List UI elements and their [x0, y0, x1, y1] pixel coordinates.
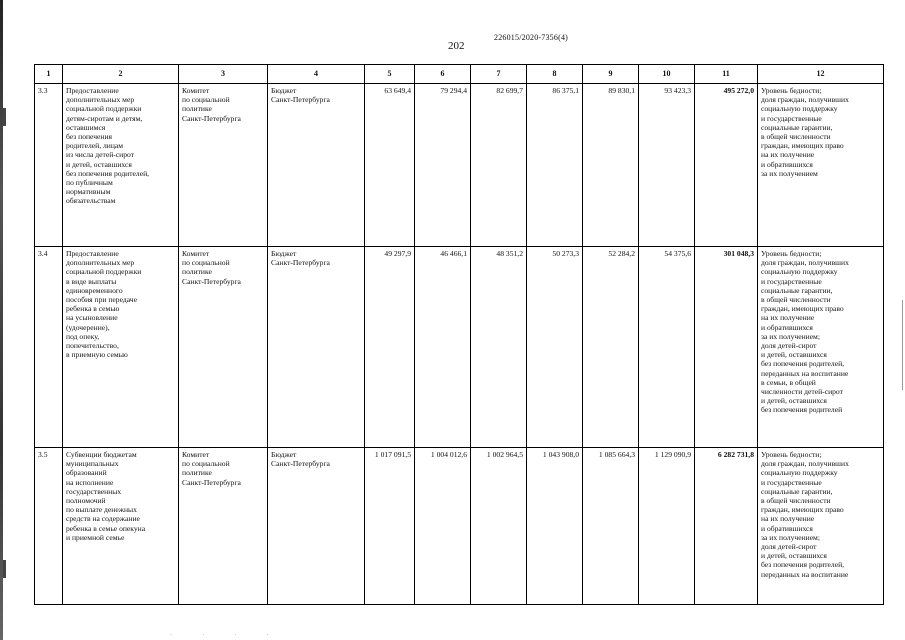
event-line: единовременного [66, 285, 123, 295]
event-line: по публичным [66, 178, 113, 188]
indicator-line: доля детей-сирот [761, 542, 817, 552]
indicator-line: граждан, имеющих право [761, 304, 844, 314]
indicator-line: переданных на воспитание [761, 368, 849, 378]
total-value-cell: 6 282 731,8 [695, 448, 758, 605]
event-line: государственных [66, 486, 122, 496]
column-header: 8 [527, 65, 583, 84]
year-value-cell: 89 830,1 [583, 84, 639, 247]
event-name-cell [63, 84, 179, 247]
indicator-line: социальные гарантии, [761, 122, 833, 132]
event-line: оставшимся [66, 122, 106, 132]
indicator-line: без попечения родителей, [761, 560, 845, 570]
scan-artifact: · · · · [170, 631, 283, 639]
year-value-cell: 1 004 012,6 [415, 448, 471, 605]
event-line: нормативным [66, 187, 111, 197]
page-number: 202 [448, 40, 465, 52]
total-value-cell: 495 272,0 [695, 84, 758, 247]
indicator-line: и детей, оставшихся [761, 350, 827, 360]
document-number: 226015/2020-7356(4) [494, 33, 569, 42]
event-line: без попечения [66, 132, 113, 142]
event-name-cell [63, 247, 179, 448]
indicator-line: на их получение [761, 313, 815, 323]
scan-edge-mark [3, 108, 6, 126]
indicator-line: социальную поддержку [761, 267, 838, 277]
event-line: дополнительных мер [66, 95, 135, 105]
column-header: 10 [639, 65, 695, 84]
event-line: социальной поддержки [66, 267, 142, 277]
indicator-line: и государственные [761, 276, 822, 286]
indicator-line: Уровень бедности; [761, 450, 822, 459]
source-line: Бюджет [271, 249, 297, 258]
column-header: 5 [365, 65, 415, 84]
year-value-cell: 49 297,9 [365, 247, 415, 448]
indicator-line: на их получение [761, 150, 815, 160]
indicator-line: Уровень бедности; [761, 249, 822, 258]
row-number: 3.3 [35, 84, 63, 247]
executor-line: Комитет [182, 450, 210, 459]
column-header: 7 [471, 65, 527, 84]
indicator-line: за их получением [761, 168, 818, 178]
year-value-cell: 52 284,2 [583, 247, 639, 448]
executor-line: Комитет [182, 86, 210, 95]
event-line: попечительство, [66, 341, 119, 351]
executor-cell [179, 247, 268, 448]
table-row [35, 448, 884, 605]
executor-cell [179, 84, 268, 247]
event-line: обязательствам [66, 196, 116, 206]
indicator-line: и обратившихся [761, 523, 813, 533]
indicator-line: за их получением; [761, 331, 820, 341]
year-value-cell: 86 375,1 [527, 84, 583, 247]
indicator-line: и государственные [761, 113, 822, 123]
indicator-line: Уровень бедности; [761, 86, 822, 95]
row-number: 3.5 [35, 448, 63, 605]
column-header: 12 [758, 65, 884, 84]
year-value-cell: 54 375,6 [639, 247, 695, 448]
executor-line: по социальной [182, 258, 230, 268]
indicator-line: социальные гарантии, [761, 285, 833, 295]
year-value-cell: 82 699,7 [471, 84, 527, 247]
indicator-line: и обратившихся [761, 322, 813, 332]
indicator-line: в семьи, в общей [761, 377, 816, 387]
event-line: детям-сиротам и детям, [66, 113, 143, 123]
event-line: под опеку, [66, 331, 100, 341]
scan-edge-right [902, 300, 903, 390]
event-line: по выплате денежных [66, 505, 137, 515]
indicator-line: граждан, имеющих право [761, 141, 844, 151]
executor-line: Комитет [182, 249, 210, 258]
event-line: Субвенции бюджетам [66, 450, 137, 459]
executor-line: по социальной [182, 95, 230, 105]
event-line: на исполнение [66, 477, 114, 487]
event-line: ребенка в семье опекуна [66, 523, 146, 533]
year-value-cell: 1 085 664,3 [583, 448, 639, 605]
event-line: в виде выплаты [66, 276, 117, 286]
indicator-cell [758, 448, 884, 605]
indicator-line: за их получением; [761, 532, 820, 542]
executor-line: Санкт-Петербурга [182, 477, 241, 487]
event-line: и приемной семье [66, 532, 125, 542]
indicator-line: доля детей-сирот [761, 341, 817, 351]
indicator-line: социальные гарантии, [761, 486, 833, 496]
total-value-cell: 301 048,3 [695, 247, 758, 448]
source-line: Бюджет [271, 86, 297, 95]
indicator-line: переданных на воспитание [761, 569, 849, 579]
column-header: 6 [415, 65, 471, 84]
executor-line: по социальной [182, 459, 230, 469]
executor-line: Санкт-Петербурга [182, 113, 241, 123]
indicator-cell [758, 247, 884, 448]
indicator-line: доля граждан, получивших [761, 258, 849, 268]
event-line: ребенка в семью [66, 304, 120, 314]
executor-line: Санкт-Петербурга [182, 276, 241, 286]
indicator-line: в общей численности [761, 132, 831, 142]
indicator-line: без попечения родителей, [761, 359, 845, 369]
source-line: Санкт-Петербурга [271, 459, 330, 469]
column-header: 9 [583, 65, 639, 84]
event-line: на усыновление [66, 313, 118, 323]
funding-source-cell [268, 247, 365, 448]
indicator-line: доля граждан, получивших [761, 459, 849, 469]
indicator-line: и обратившихся [761, 159, 813, 169]
year-value-cell: 79 294,4 [415, 84, 471, 247]
event-line: без попечения родителей, [66, 168, 150, 178]
indicator-line: социальную поддержку [761, 468, 838, 478]
indicator-line: социальную поддержку [761, 104, 838, 114]
event-line: образований [66, 468, 107, 478]
column-header: 4 [268, 65, 365, 84]
event-line: из числа детей-сирот [66, 150, 135, 160]
column-header: 2 [63, 65, 179, 84]
column-header: 3 [179, 65, 268, 84]
funding-source-cell [268, 448, 365, 605]
indicator-line: граждан, имеющих право [761, 505, 844, 515]
event-name-cell [63, 448, 179, 605]
event-line: пособия при передаче [66, 295, 137, 305]
event-line: (удочерение), [66, 322, 110, 332]
program-table [34, 64, 884, 605]
source-line: Бюджет [271, 450, 297, 459]
indicator-line: численности детей-сирот [761, 387, 843, 397]
indicator-line: и детей, оставшихся [761, 551, 827, 561]
year-value-cell: 1 129 090,9 [639, 448, 695, 605]
source-line: Санкт-Петербурга [271, 258, 330, 268]
event-line: Предоставление [66, 249, 119, 258]
year-value-cell: 50 273,3 [527, 247, 583, 448]
year-value-cell: 1 002 964,5 [471, 448, 527, 605]
year-value-cell: 46 466,1 [415, 247, 471, 448]
indicator-line: и государственные [761, 477, 822, 487]
event-line: полномочий [66, 496, 106, 506]
row-number: 3.4 [35, 247, 63, 448]
column-header: 1 [35, 65, 63, 84]
indicator-line: без попечения родителей [761, 405, 843, 415]
scan-edge-mark [3, 560, 6, 578]
year-value-cell: 63 649,4 [365, 84, 415, 247]
year-value-cell: 93 423,3 [639, 84, 695, 247]
event-line: и детей, оставшихся [66, 159, 132, 169]
executor-line: политике [182, 267, 212, 277]
year-value-cell: 48 351,2 [471, 247, 527, 448]
event-line: социальной поддержки [66, 104, 142, 114]
event-line: родителей, лицам [66, 141, 124, 151]
event-line: Предоставление [66, 86, 119, 95]
indicator-line: в общей численности [761, 496, 831, 506]
source-line: Санкт-Петербурга [271, 95, 330, 105]
year-value-cell: 1 017 091,5 [365, 448, 415, 605]
indicator-line: на их получение [761, 514, 815, 524]
indicator-line: и детей, оставшихся [761, 396, 827, 406]
header-row [35, 65, 884, 84]
executor-line: политике [182, 104, 212, 114]
event-line: дополнительных мер [66, 258, 135, 268]
funding-source-cell [268, 84, 365, 247]
executor-line: политике [182, 468, 212, 478]
event-line: муниципальных [66, 459, 119, 469]
scan-edge-left [0, 0, 3, 640]
executor-cell [179, 448, 268, 605]
table-row [35, 247, 884, 448]
indicator-line: в общей численности [761, 295, 831, 305]
table-row [35, 84, 884, 247]
year-value-cell: 1 043 908,0 [527, 448, 583, 605]
indicator-line: доля граждан, получивших [761, 95, 849, 105]
event-line: средств на содержание [66, 514, 140, 524]
column-header: 11 [695, 65, 758, 84]
event-line: в приемную семью [66, 350, 128, 360]
indicator-cell [758, 84, 884, 247]
